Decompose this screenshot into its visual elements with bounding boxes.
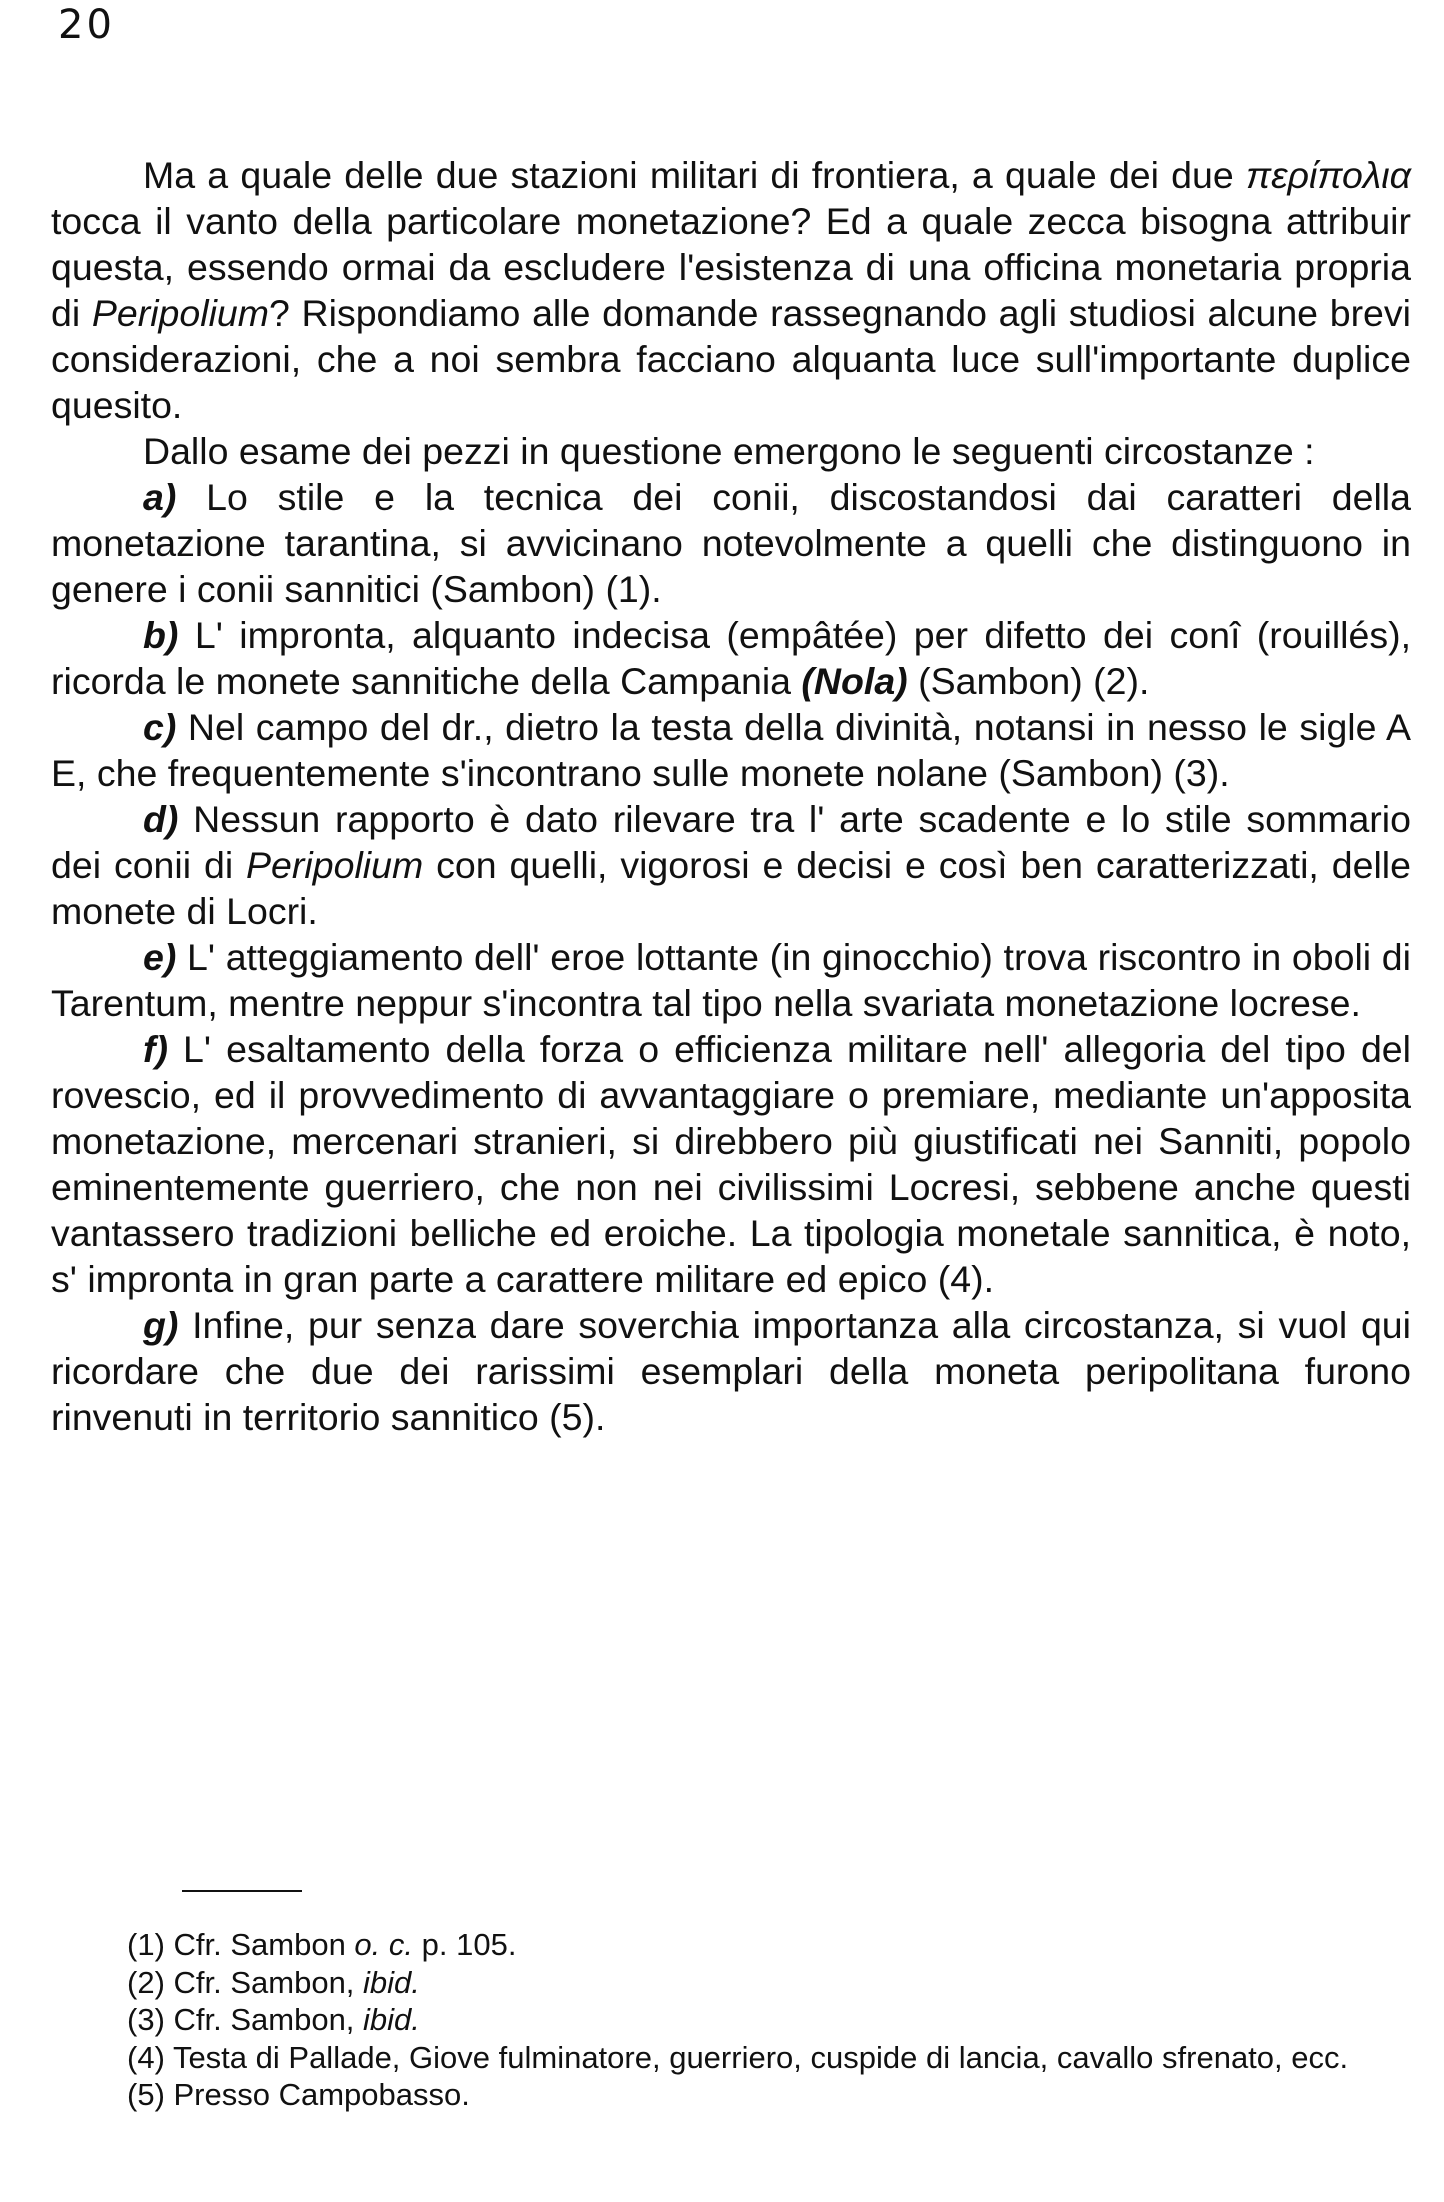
footnote-1-ref: o. c.: [354, 1927, 414, 1962]
item-f: [51, 1026, 1411, 1302]
footnote-4-number: (4): [127, 2039, 165, 2075]
item-a-label: a): [143, 476, 177, 518]
intro-paragraph: [51, 152, 1411, 428]
footnote-1-text: Cfr. Sambon: [164, 1927, 355, 1962]
item-d: [51, 796, 1411, 934]
item-e-text: L' atteggiamento dell' eroe lottante (in ginocchio) trova riscontro in oboli di Tarentum, mentre neppur s'incontra tal tipo nella svariata monetazione locrese.: [51, 936, 1411, 1024]
footnote-separator: [182, 1890, 302, 1892]
footnote-2: [51, 1964, 1411, 2002]
item-d-text-1: Nessun rapporto è dato rilevare tra l' arte scadente e lo stile sommario dei conii di: [51, 798, 1411, 886]
footnote-3-text: Cfr. Sambon,: [164, 2002, 364, 2037]
item-e-label: e): [143, 936, 177, 978]
item-a-text: Lo stile e la tecnica dei conii, discostandosi dai caratteri della monetazione tarantina, si avvicinano notevolmente a quelli che distinguono in genere i conii sannitici (Sambon) (1).: [51, 476, 1411, 610]
intro-text-3: ? Rispondiamo alle domande rassegnando agli studiosi alcune brevi considerazioni, che a noi sembra facciano alquanta luce sull'importante duplice quesito.: [51, 292, 1411, 426]
item-c: [51, 704, 1411, 796]
footnote-3-number: (3): [127, 2002, 165, 2037]
footnote-2-ref: ibid.: [363, 1964, 420, 2000]
footnote-2-text: Cfr. Sambon,: [164, 1964, 364, 2000]
greek-term: περίπολια: [1245, 154, 1411, 196]
intro-text-2: tocca il vanto della particolare monetazione? Ed a quale zecca bisogna attribuir questa, essendo ormai da escludere l'esistenza di una officina monetaria propria di: [51, 200, 1411, 334]
intro-text-1: Ma a quale delle due stazioni militari di frontiera, a quale dei due: [143, 154, 1246, 196]
footnote-2-number: (2): [127, 1964, 165, 2000]
footnote-4-text: Testa di Pallade, Giove fulminatore, guerriero, cuspide di lancia, cavallo sfrenato, ecc.: [164, 2039, 1349, 2075]
peripolium-term-2: Peripolium: [246, 844, 424, 886]
item-a: [51, 474, 1411, 612]
item-g-text: Infine, pur senza dare soverchia importanza alla circostanza, si vuol qui ricordare che due dei rarissimi esemplari della moneta peripolitana furono rinvenuti in territorio sannitico (5).: [51, 1304, 1411, 1438]
item-e: [51, 934, 1411, 1026]
item-b-text-1: L' impronta, alquanto indecisa (empâtée) per difetto dei conî (rouillés), ricorda le monete sannitiche della Campania: [51, 614, 1411, 702]
footnote-1-number: (1): [127, 1927, 165, 1962]
footnote-3: [51, 2001, 1411, 2039]
item-d-label: d): [143, 798, 179, 840]
footnote-5-text: Presso Campobasso.: [164, 2077, 470, 2112]
peripolium-term: Peripolium: [91, 292, 270, 334]
item-c-text: Nel campo del dr., dietro la testa della divinità, notansi in nesso le sigle A E, che frequentemente s'incontrano sulle monete nolane (Sambon) (3).: [51, 706, 1411, 794]
page-number: 20: [58, 2, 115, 48]
item-g: [51, 1302, 1411, 1440]
nola-term: (Nola): [801, 660, 908, 702]
item-f-text: L' esaltamento della forza o efficienza militare nell' allegoria del tipo del rovescio, ed il provvedimento di avvantaggiare o premiare, mediante un'apposita monetazione, mercenari stranieri, si direbbero più giustificati nei Sanniti, popolo eminentemente guerriero, che non nei civilissimi Locresi, sebbene anche questi vantassero tradizioni belliche ed eroiche. La tipologia monetale sannitica, è noto, s' impronta in gran parte a carattere militare ed epico (4).: [51, 1028, 1411, 1300]
item-b-text-2: (Sambon) (2).: [907, 660, 1150, 702]
circumstances-intro: Dallo esame dei pezzi in questione emergono le seguenti circostanze :: [143, 430, 1315, 472]
item-c-label: c): [143, 706, 177, 748]
item-g-label: g): [143, 1304, 179, 1346]
item-f-label: f): [143, 1028, 168, 1070]
item-b: [51, 612, 1411, 704]
footnote-4: [51, 2039, 1411, 2077]
item-d-text-2: con quelli, vigorosi e decisi e così ben caratterizzati, delle monete di Locri.: [51, 844, 1411, 932]
footnote-5: [51, 2076, 1411, 2114]
main-text: [51, 152, 1411, 1440]
footnotes: [51, 1926, 1411, 2114]
item-b-label: b): [143, 614, 179, 656]
footnote-1: [51, 1926, 1411, 1964]
footnote-3-ref: ibid.: [363, 2002, 420, 2037]
footnote-1-tail: p. 105.: [413, 1927, 517, 1962]
footnote-5-number: (5): [127, 2077, 165, 2112]
